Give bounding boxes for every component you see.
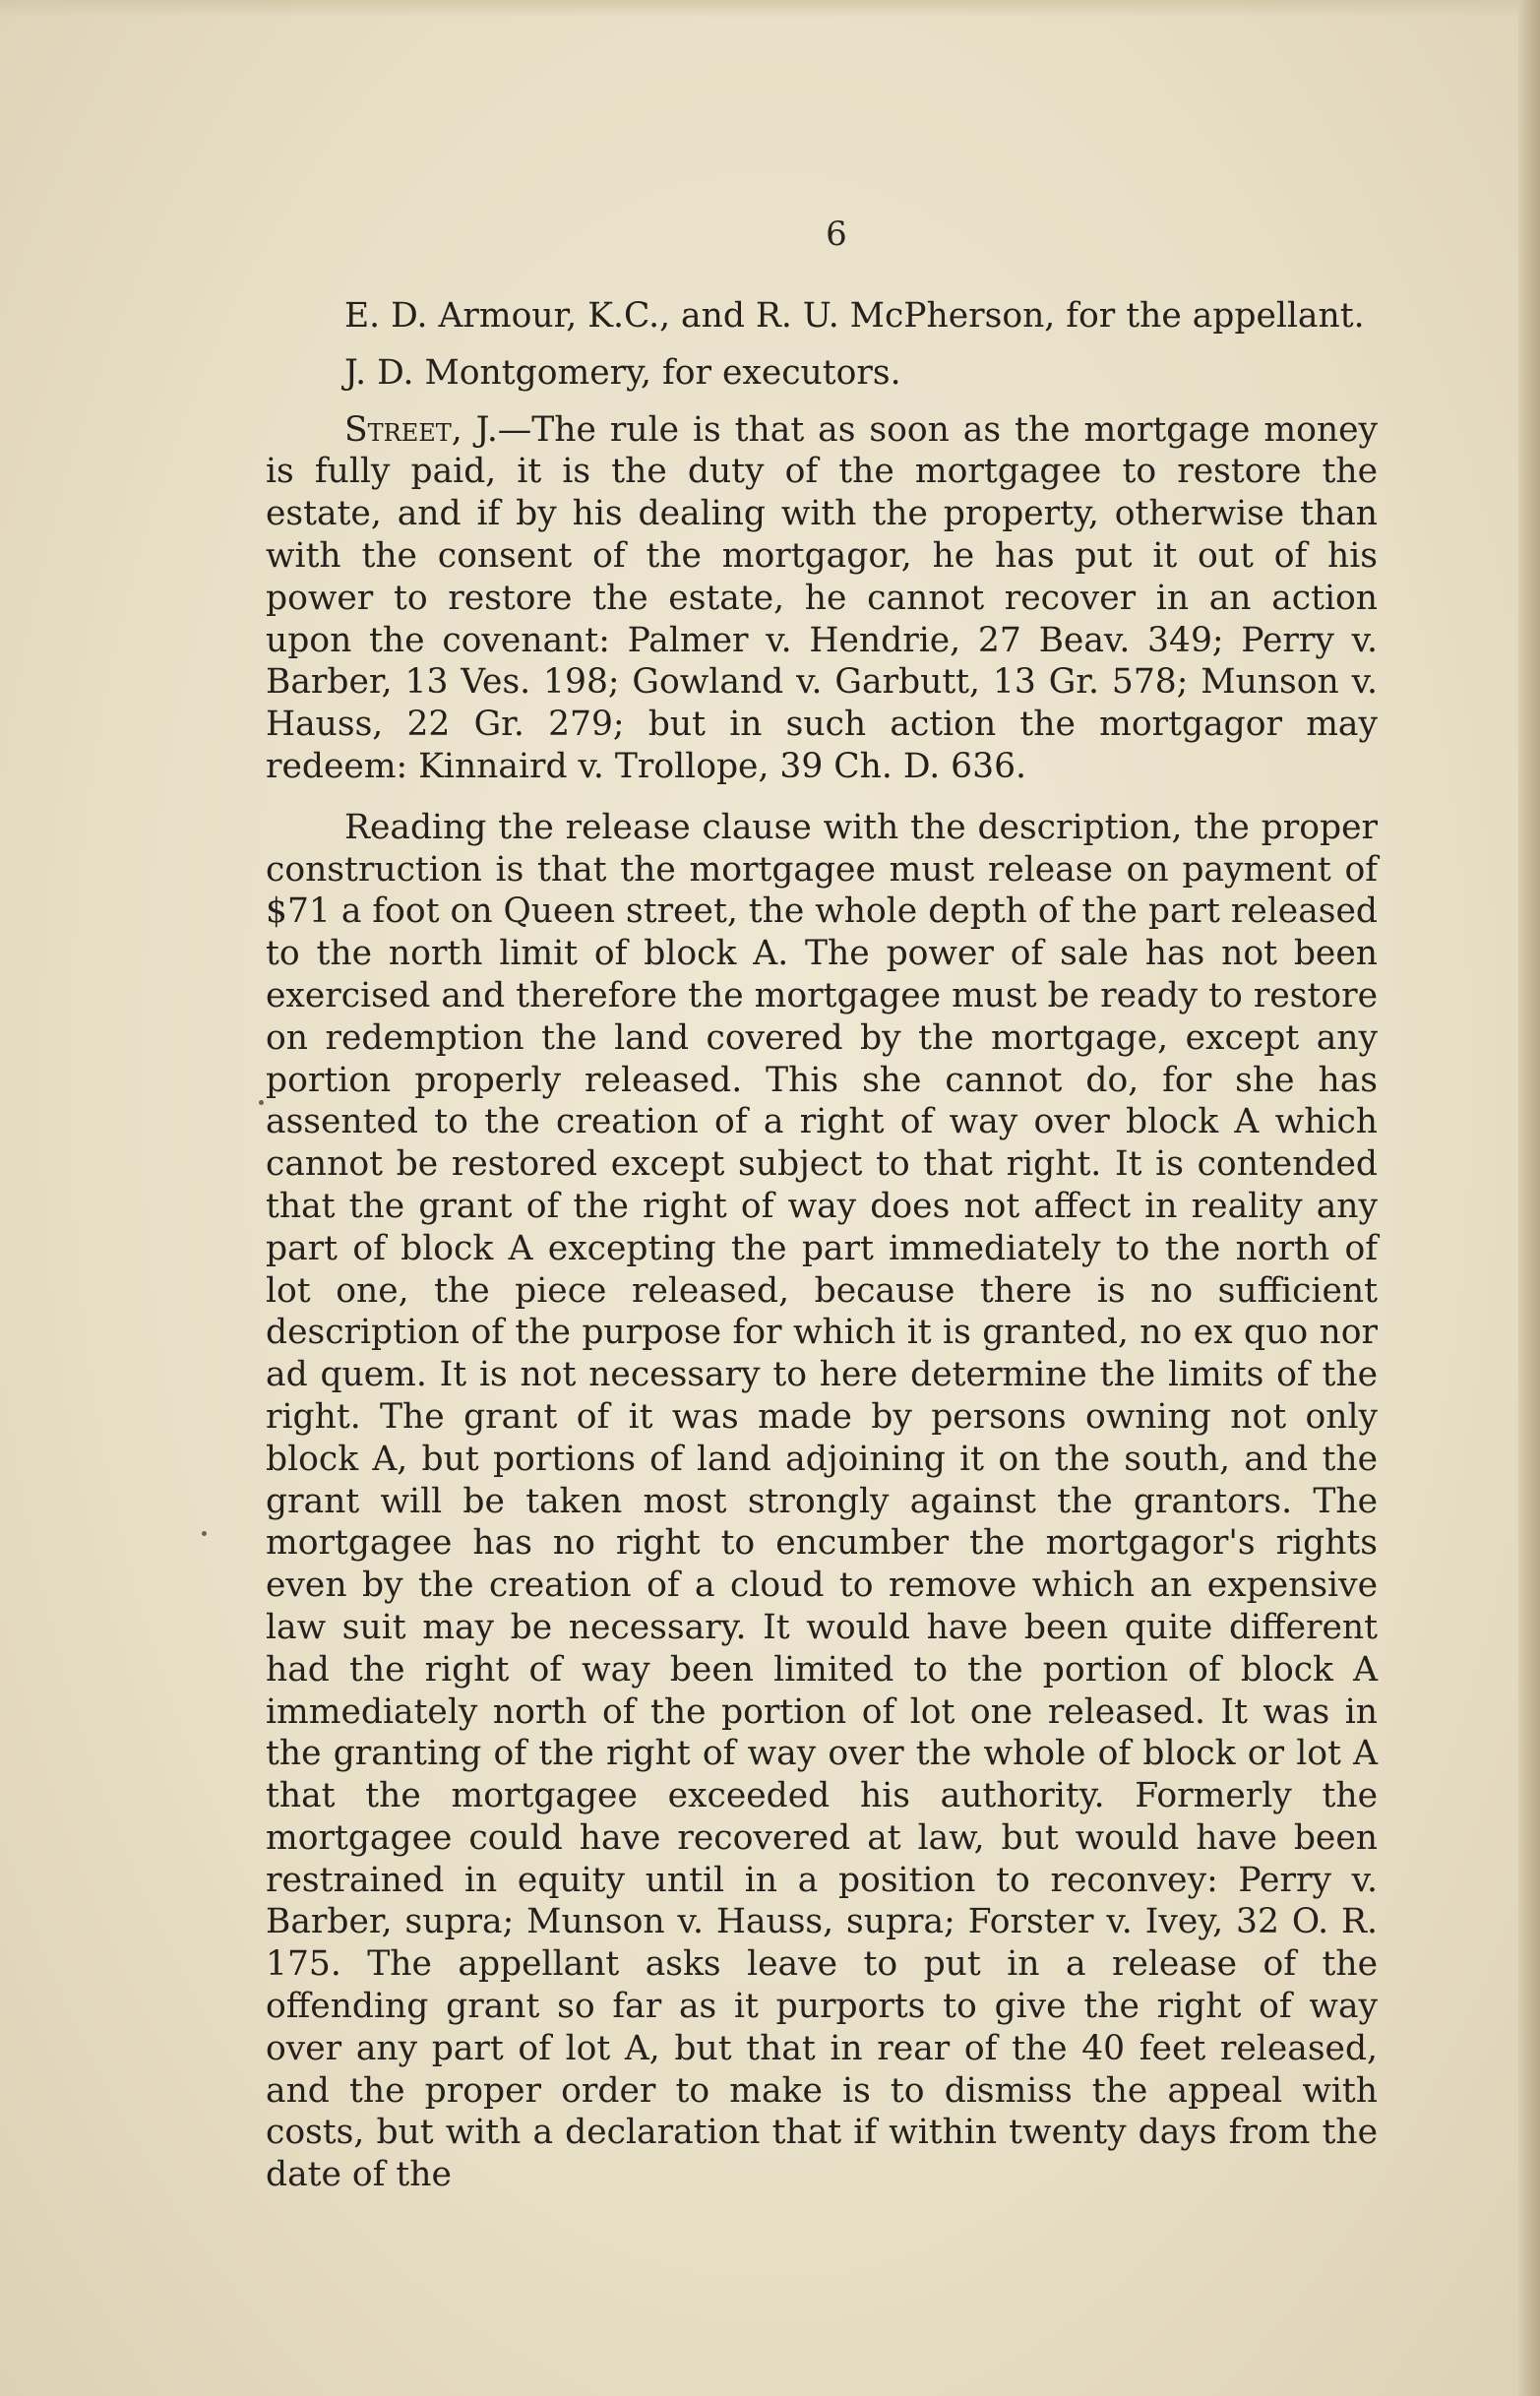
text-block	[266, 295, 1378, 2196]
judge-name: Street, J.	[344, 409, 498, 450]
counsel-appellant: E. D. Armour, K.C., and R. U. McPherson, for the appellant.	[344, 296, 1365, 336]
page-top-shadow	[0, 0, 1540, 18]
judgment-text: —The rule is that as soon as the mortgage money is fully paid, it is the duty of the mortgagee to restore the estate, and if by his dealing with the property, otherwise than with the consent of the mortgagor, he has put it out of his power to restore the estate, he cannot recover in an action upon the covenant: Palmer v. Hendrie, 27 Beav. 349; Perry v. Barber, 13 Ves. 198; Gowland v. Garbutt, 13 Gr. 578; Munson v. Hauss, 22 Gr. 279; but in such action the mortgagor may redeem: Kinnaird v. Trollope, 39 Ch. D. 636.	[266, 409, 1378, 786]
page-right-edge	[1518, 0, 1540, 2396]
page-number: 6	[826, 215, 847, 254]
counsel-executors: J. D. Montgomery, for executors.	[344, 352, 901, 393]
body-paragraph: Reading the release clause with the description, the proper construction is that the mortgagee must release on payment of $71 a foot on Queen street, the whole depth of the part released to the north limit of block A. The power of sale has not been exercised and therefore the mortgagee must be ready to restore on redemption the land covered by the mortgage, except any portion properly released. This she cannot do, for she has assented to the creation of a right of way over block A which cannot be restored except subject to that right. It is contended that the grant of the right of way does not affect in reality any part of block A excepting the part immediately to the north of lot one, the piece released, because there is no sufficient description of the purpose for which it is granted, no ex quo nor ad quem. It is not necessary to here determine the limits of the right. The grant of it was made by persons owning not only block A, but portions of land adjoining it on the south, and the grant will be taken most strongly against the grantors. The mortgagee has no right to encumber the mortgagor's rights even by the creation of a cloud to remove which an expensive law suit may be necessary. It would have been quite different had the right of way been limited to the portion of block A immediately north of the portion of lot one released. It was in the granting of the right of way over the whole of block or lot A that the mortgagee exceeded his authority. Formerly the mortgagee could have recovered at law, but would have been restrained in equity until in a position to reconvey: Perry v. Barber, supra; Munson v. Hauss, supra; Forster v. Ivey, 32 O. R. 175. The appellant asks leave to put in a release of the offending grant so far as it purports to give the right of way over any part of lot A, but that in rear of the 40 feet released, and the proper order to make is to dismiss the appeal with costs, but with a declaration that if within twenty days from the date of the	[266, 807, 1378, 2195]
margin-speck	[202, 1531, 207, 1536]
judgment-paragraph	[266, 409, 1378, 788]
margin-speck	[259, 1100, 264, 1105]
